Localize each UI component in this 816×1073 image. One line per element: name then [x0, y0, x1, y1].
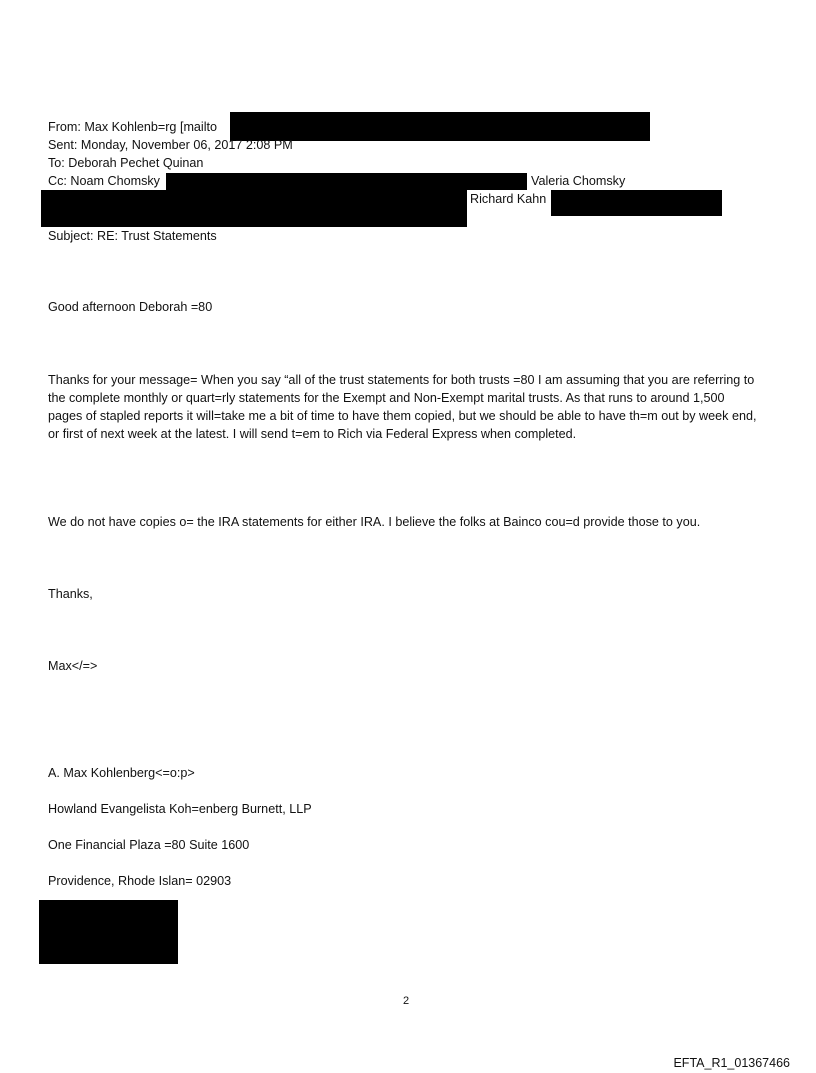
signature-address-1: One Financial Plaza =80 Suite 1600 [48, 838, 250, 852]
closing: Thanks, [48, 587, 93, 601]
from-line: From: Max Kohlenb=rg [mailto [48, 120, 218, 134]
signature-address-2: Providence, Rhode Islan= 02903 [48, 874, 232, 888]
subject-line: Subject: RE: Trust Statements [48, 229, 217, 243]
greeting: Good afternoon Deborah =80 [48, 300, 213, 314]
sent-line: Sent: Monday, November 06, 2017 2:08 PM [48, 138, 293, 152]
cc-line: Cc: Noam Chomsky [48, 174, 160, 188]
redaction-from-email [230, 112, 650, 141]
redaction-cc-noam [166, 173, 527, 190]
document-id: EFTA_R1_01367466 [673, 1056, 790, 1070]
signature-firm: Howland Evangelista Koh=enberg Burnett, LLP [48, 802, 312, 816]
redaction-cc-richard [551, 190, 722, 216]
cc-richard: Richard Kahn [470, 192, 547, 206]
sender-short-name: Max</=> [48, 659, 98, 673]
cc-valeria: Valeria Chomsky [531, 174, 626, 188]
to-line: To: Deborah Pechet Quinan [48, 156, 204, 170]
redaction-cc-valeria [41, 190, 467, 227]
body-paragraph-2: We do not have copies o= the IRA statements for either IRA. I believe the folks at Bainco cou=d provide those to you. [48, 515, 701, 529]
redaction-signature-contact [39, 900, 178, 964]
page-number: 2 [403, 995, 410, 1007]
body-paragraph-1: Thanks for your message= When you say “all of the trust statements for both trusts =80 I am assuming that you are referring to the complete monthly or quart=rly statements for the Exempt and Non-Exempt marital trusts. As that runs to around 1,500 pages of stapled reports it will=take me a bit of time to have them copied, but we should be able to have th=m out by week end, or first of next week at the latest. I will send t=em to Rich via Federal Express when completed. [48, 373, 757, 441]
signature-name: A. Max Kohlenberg<=o:p> [48, 766, 195, 780]
